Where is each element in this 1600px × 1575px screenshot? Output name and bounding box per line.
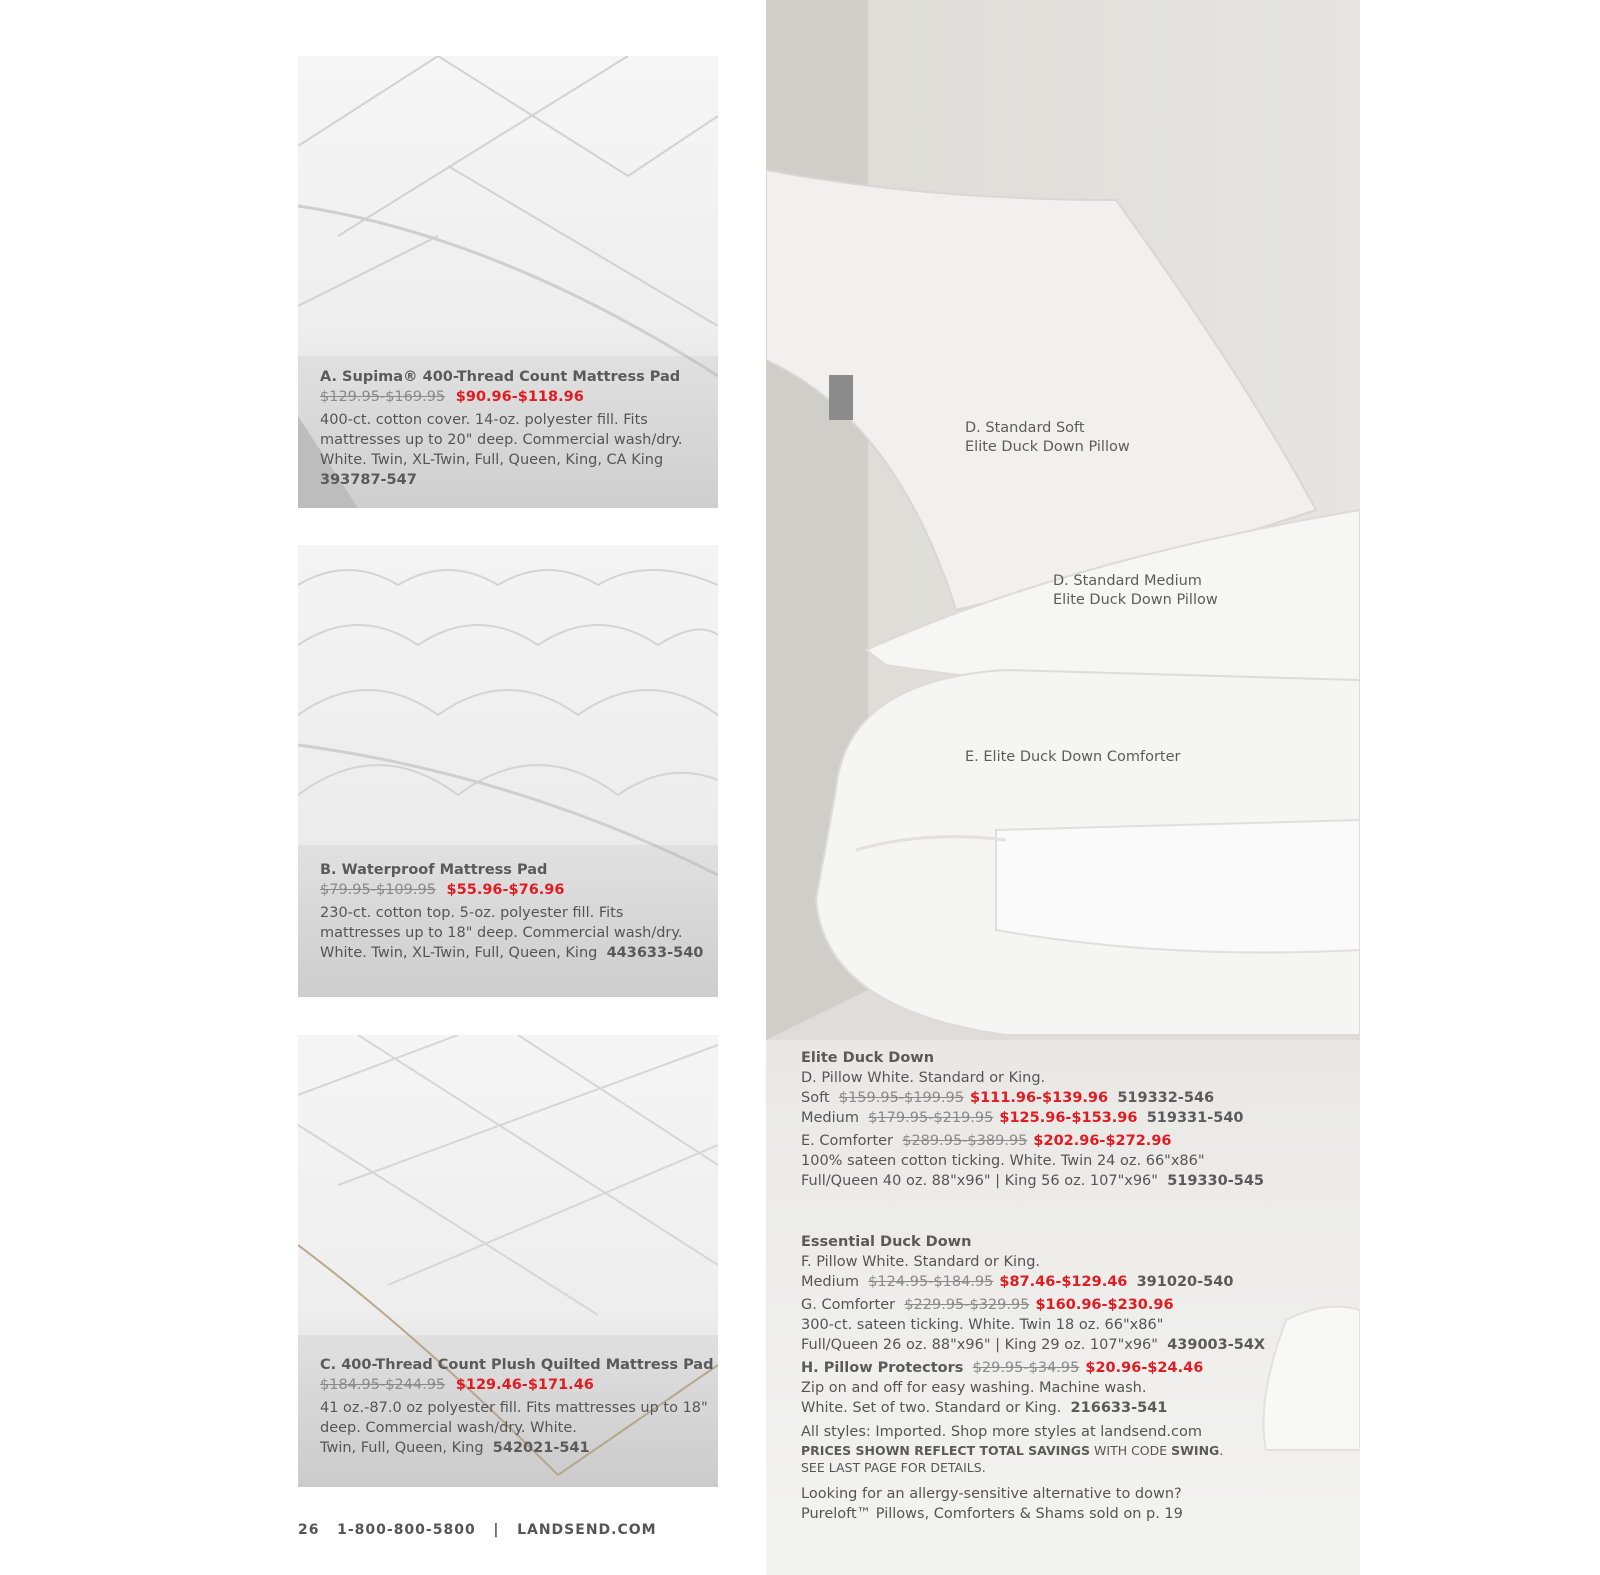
product-b-desc-2: mattresses up to 18" deep. Commercial wash/dry. [320, 925, 683, 941]
callout-medium-line-1: D. Standard Medium [1053, 573, 1202, 589]
elite-soft-now: $111.96-$139.96 [970, 1090, 1109, 1106]
elite-comforter-was: $289.95-$389.95 [902, 1133, 1028, 1149]
product-a-text [320, 367, 710, 490]
elite-pillow-line: D. Pillow White. Standard or King. [801, 1070, 1046, 1086]
essential-medium-sku: 391020-540 [1136, 1274, 1234, 1290]
product-c-title: C. 400-Thread Count Plush Quilted Mattress Pad [320, 1357, 714, 1373]
product-c-sale-price: $129.46-$171.46 [455, 1377, 594, 1393]
essential-comforter-desc-1: 300-ct. sateen ticking. White. Twin 18 oz. 66"x86" [801, 1317, 1164, 1333]
essential-comforter-was: $229.95-$329.95 [904, 1297, 1030, 1313]
elite-heading: Elite Duck Down [801, 1050, 935, 1066]
elite-medium-now: $125.96-$153.96 [999, 1110, 1138, 1126]
protector-was: $29.95-$34.95 [972, 1360, 1080, 1376]
protector-desc-1: Zip on and off for easy washing. Machine wash. [801, 1380, 1147, 1396]
essential-comforter-label: G. Comforter [801, 1297, 896, 1313]
essential-medium-now: $87.46-$129.46 [999, 1274, 1128, 1290]
protector-now: $20.96-$24.46 [1085, 1360, 1204, 1376]
elite-soft-label: Soft [801, 1090, 830, 1106]
essential-duck-down-section [801, 1232, 1361, 1418]
product-a-desc-2: mattresses up to 20" deep. Commercial wash/dry. [320, 432, 683, 448]
product-a-sku: 393787-547 [320, 472, 417, 488]
product-c-desc-1: 41 oz.-87.0 oz polyester fill. Fits mattresses up to 18" [320, 1400, 708, 1416]
website-link[interactable]: LANDSEND.COM [517, 1522, 657, 1538]
product-c-desc-2: deep. Commercial wash/dry. White. [320, 1420, 577, 1436]
essential-comforter-sku: 439003-54X [1167, 1337, 1266, 1353]
product-c-desc-3: Twin, Full, Queen, King [320, 1440, 484, 1456]
callout-comforter: E. Elite Duck Down Comforter [965, 749, 1181, 765]
phone-number: 1-800-800-5800 [337, 1522, 476, 1538]
product-c-sku: 542021-541 [492, 1440, 590, 1456]
elite-comforter-label: E. Comforter [801, 1133, 894, 1149]
elite-soft-was: $159.95-$199.95 [838, 1090, 964, 1106]
notes-section [801, 1422, 1361, 1524]
prices-note-1: PRICES SHOWN REFLECT TOTAL SAVINGS [801, 1443, 1091, 1458]
product-a-title: A. Supima® 400-Thread Count Mattress Pad [320, 369, 681, 385]
elite-comforter-now: $202.96-$272.96 [1033, 1133, 1172, 1149]
product-b-desc-3: White. Twin, XL-Twin, Full, Queen, King [320, 945, 598, 961]
elite-comforter-desc-1: 100% sateen cotton ticking. White. Twin 24 oz. 66"x86" [801, 1153, 1205, 1169]
product-b-was-price: $79.95-$109.95 [320, 882, 436, 898]
product-a-sale-price: $90.96-$118.96 [455, 389, 584, 405]
product-c-was-price: $184.95-$244.95 [320, 1377, 446, 1393]
product-a-desc-1: 400-ct. cotton cover. 14-oz. polyester fill. Fits [320, 412, 648, 428]
elite-duck-down-section [801, 1048, 1361, 1191]
essential-comforter-desc-2: Full/Queen 26 oz. 88"x96" | King 29 oz. 107"x96" [801, 1337, 1158, 1353]
imported-note: All styles: Imported. Shop more styles at landsend.com [801, 1424, 1202, 1440]
product-c-text [320, 1355, 715, 1458]
essential-pillow-line: F. Pillow White. Standard or King. [801, 1254, 1041, 1270]
callout-standard-medium [1053, 572, 1218, 610]
product-b-desc-1: 230-ct. cotton top. 5-oz. polyester fill. Fits [320, 905, 624, 921]
product-a-desc-3: White. Twin, XL-Twin, Full, Queen, King, CA King [320, 452, 664, 468]
essential-heading: Essential Duck Down [801, 1234, 972, 1250]
callout-soft-line-1: D. Standard Soft [965, 420, 1085, 436]
page-number: 26 [298, 1522, 320, 1538]
product-b-title: B. Waterproof Mattress Pad [320, 862, 548, 878]
essential-comforter-now: $160.96-$230.96 [1035, 1297, 1174, 1313]
elite-medium-sku: 519331-540 [1146, 1110, 1244, 1126]
prices-note-2: WITH CODE [1090, 1443, 1172, 1458]
callout-soft-line-2: Elite Duck Down Pillow [965, 439, 1130, 455]
elite-comforter-sku: 519330-545 [1167, 1173, 1265, 1189]
prices-note-end: . [1219, 1443, 1224, 1458]
product-b-text [320, 860, 710, 963]
protector-desc-2: White. Set of two. Standard or King. [801, 1400, 1062, 1416]
essential-medium-label: Medium [801, 1274, 859, 1290]
elite-medium-label: Medium [801, 1110, 859, 1126]
footer-separator: | [493, 1522, 500, 1538]
callout-medium-line-2: Elite Duck Down Pillow [1053, 592, 1218, 608]
allergy-note-1: Looking for an allergy-sensitive alternative to down? [801, 1486, 1182, 1502]
allergy-note-2: Pureloft™ Pillows, Comforters & Shams sold on p. 19 [801, 1506, 1183, 1522]
product-b-sale-price: $55.96-$76.96 [446, 882, 565, 898]
callout-standard-soft [965, 419, 1130, 457]
protector-sku: 216633-541 [1070, 1400, 1168, 1416]
essential-medium-was: $124.95-$184.95 [868, 1274, 994, 1290]
elite-medium-was: $179.95-$219.95 [868, 1110, 994, 1126]
see-last-page-note: SEE LAST PAGE FOR DETAILS. [801, 1460, 986, 1475]
product-a-was-price: $129.95-$169.95 [320, 389, 446, 405]
page-footer [298, 1522, 657, 1538]
elite-soft-sku: 519332-546 [1117, 1090, 1215, 1106]
elite-comforter-desc-2: Full/Queen 40 oz. 88"x96" | King 56 oz. 107"x96" [801, 1173, 1158, 1189]
protector-label: H. Pillow Protectors [801, 1360, 964, 1376]
product-b-sku: 443633-540 [606, 945, 704, 961]
promo-code: SWING [1171, 1443, 1220, 1458]
